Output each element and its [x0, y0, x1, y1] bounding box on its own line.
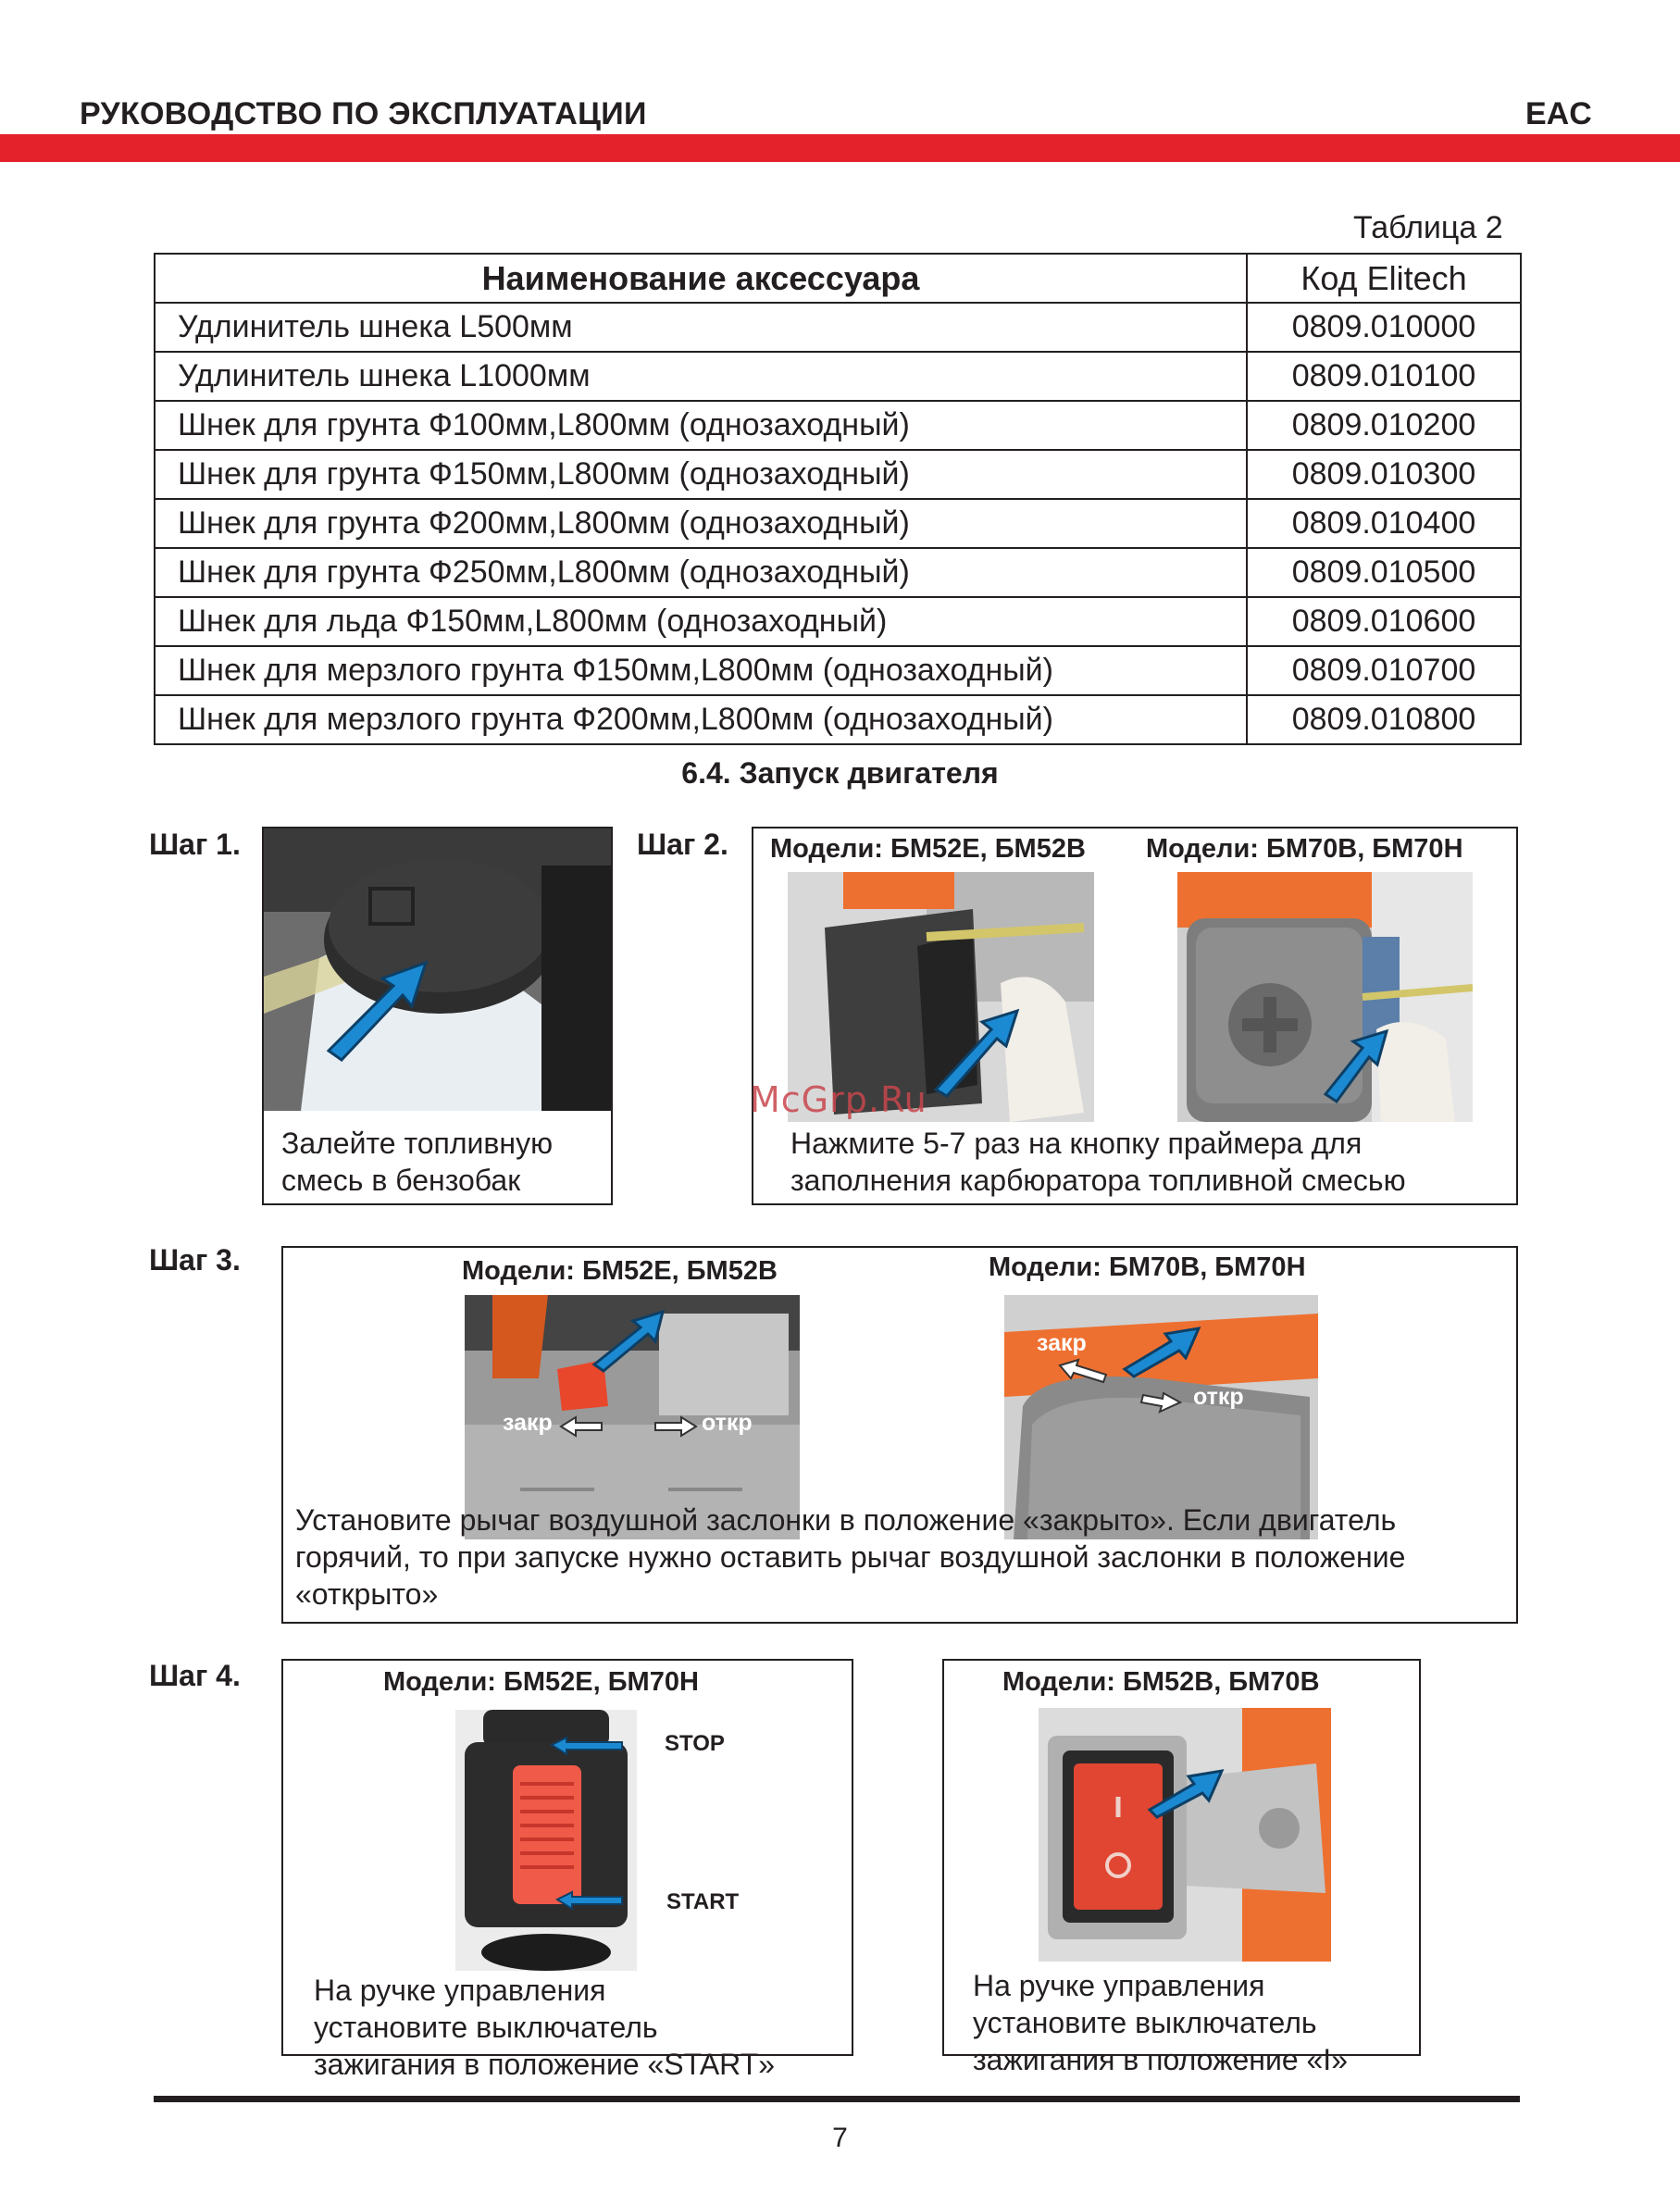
accessory-code: 0809.010500 — [1247, 548, 1521, 597]
ignition-switch-photo-start — [455, 1710, 637, 1971]
table-header-row — [155, 254, 1521, 303]
step4-label: Шаг 4. — [149, 1659, 241, 1692]
section-title: 6.4. Запуск двигателя — [681, 756, 999, 790]
accessories-table — [154, 253, 1522, 745]
accessory-name: Шнек для мерзлого грунта Ф150мм,L800мм (однозаходный) — [155, 646, 1247, 695]
table-header-name: Наименование аксессуара — [155, 254, 1247, 303]
step4-left-box — [281, 1659, 853, 2081]
open-label-bm70: откр — [1193, 1384, 1244, 1410]
accessory-name: Шнек для льда Ф150мм,L800мм (однозаходный) — [155, 597, 1247, 646]
watermark: McGrp.Ru — [750, 1079, 927, 1120]
step4-right-caption-line2: установите выключатель — [973, 2006, 1317, 2039]
accessory-code: 0809.010600 — [1247, 597, 1521, 646]
page-number: 7 — [832, 2123, 848, 2153]
step4-left-caption-line1: На ручке управления — [314, 1974, 606, 2007]
header-title: РУКОВОДСТВО ПО ЭКСПЛУАТАЦИИ — [80, 96, 647, 131]
step1-caption-line1: Залейте топливную — [281, 1127, 554, 1160]
step3-caption-line3: «открыто» — [295, 1577, 439, 1611]
accessory-code: 0809.010700 — [1247, 646, 1521, 695]
footer-rule — [154, 2096, 1520, 2102]
step4-right-caption-line3: зажигания в положение «I» — [973, 2043, 1348, 2076]
step2-model-right: Модели: БМ70В, БМ70Н — [1146, 834, 1463, 864]
table-header-code: Код Elitech — [1247, 254, 1521, 303]
accessory-code: 0809.010200 — [1247, 401, 1521, 450]
step4-left-model: Модели: БМ52Е, БМ70Н — [383, 1667, 699, 1697]
step4-right-caption-line1: На ручке управления — [973, 1969, 1265, 2002]
header-red-bar — [0, 134, 1680, 162]
step3-caption-line1: Установите рычаг воздушной заслонки в положение «закрыто». Если двигатель — [295, 1503, 1397, 1537]
accessory-code: 0809.010300 — [1247, 450, 1521, 499]
fuel-tank-photo — [264, 828, 611, 1111]
step1-caption-line2: смесь в бензобак — [281, 1164, 521, 1197]
closed-label-bm70: закр — [1037, 1330, 1087, 1356]
table-row — [155, 548, 1521, 597]
step1-box — [262, 827, 613, 1205]
step1-label: Шаг 1. — [149, 828, 241, 861]
table-row — [155, 352, 1521, 401]
closed-label-bm52: закр — [503, 1410, 553, 1436]
table-row — [155, 646, 1521, 695]
accessory-name: Удлинитель шнека L500мм — [155, 303, 1247, 352]
step2-box — [752, 827, 1518, 1205]
step4-left-caption-line2: установите выключатель — [314, 2011, 658, 2044]
accessory-code: 0809.010400 — [1247, 499, 1521, 548]
accessory-name: Шнек для грунта Ф200мм,L800мм (однозаходный) — [155, 499, 1247, 548]
eac-mark: EAC — [1525, 96, 1592, 131]
accessory-name: Удлинитель шнека L1000мм — [155, 352, 1247, 401]
accessory-code: 0809.010100 — [1247, 352, 1521, 401]
table-row — [155, 450, 1521, 499]
primer-photo-bm70 — [1177, 872, 1473, 1122]
step3-caption-line2: горячий, то при запуске нужно оставить рычаг воздушной заслонки в положение — [295, 1540, 1406, 1574]
accessory-code: 0809.010800 — [1247, 695, 1521, 744]
step2-label: Шаг 2. — [637, 828, 728, 861]
ignition-switch-photo-on — [1039, 1708, 1331, 1962]
accessory-name: Шнек для грунта Ф150мм,L800мм (однозаходный) — [155, 450, 1247, 499]
accessory-code: 0809.010000 — [1247, 303, 1521, 352]
step2-model-left: Модели: БМ52Е, БМ52В — [770, 834, 1086, 864]
step3-model-left: Модели: БМ52Е, БМ52В — [462, 1256, 778, 1286]
table-caption: Таблица 2 — [1353, 210, 1503, 245]
accessory-name: Шнек для грунта Ф250мм,L800мм (однозаходный) — [155, 548, 1247, 597]
table-row — [155, 303, 1521, 352]
step3-label: Шаг 3. — [149, 1243, 241, 1277]
stop-label: STOP — [665, 1731, 725, 1756]
table-row — [155, 499, 1521, 548]
table-row — [155, 597, 1521, 646]
accessory-name: Шнек для грунта Ф100мм,L800мм (однозаходный) — [155, 401, 1247, 450]
step3-box — [281, 1246, 1518, 1624]
step4-right-model: Модели: БМ52В, БМ70В — [1002, 1667, 1320, 1697]
step4-left-caption-line3: зажигания в положение «START» — [314, 2048, 776, 2081]
accessory-name: Шнек для мерзлого грунта Ф200мм,L800мм (однозаходный) — [155, 695, 1247, 744]
step3-model-right: Модели: БМ70В, БМ70Н — [989, 1252, 1306, 1282]
step4-right-box — [942, 1659, 1421, 2076]
open-label-bm52: откр — [702, 1410, 753, 1436]
table-row — [155, 401, 1521, 450]
step2-caption-line1: Нажмите 5-7 раз на кнопку праймера для — [790, 1127, 1363, 1160]
table-row — [155, 695, 1521, 744]
step2-caption-line2: заполнения карбюратора топливной смесью — [790, 1164, 1406, 1197]
start-label: START — [666, 1889, 740, 1914]
